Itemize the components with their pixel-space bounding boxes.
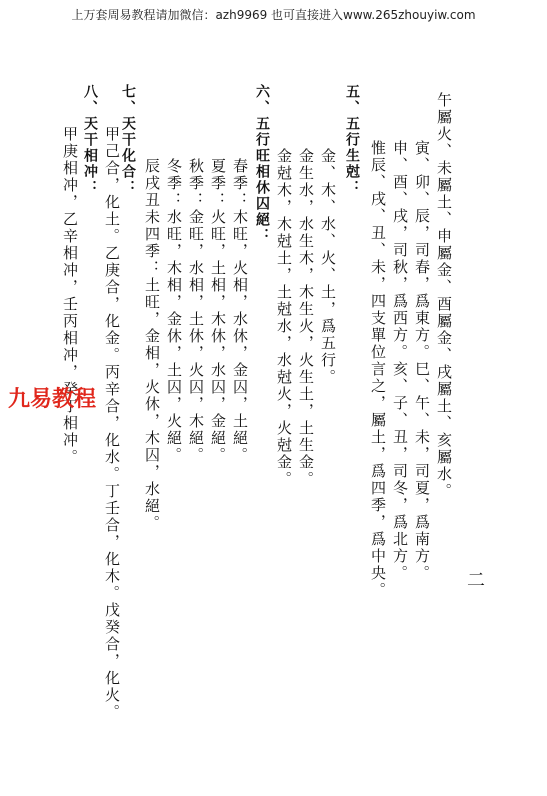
section-heading: 七、天干化合：: [120, 84, 136, 196]
text-column: 春季：木旺，火相，水休，金囚，土絕。: [231, 158, 249, 464]
text-column: 寅、卯、辰，司春，爲東方。巳、午、未，司夏，爲南方。: [413, 140, 431, 582]
site-banner: 上万套周易教程请加微信：azh9969 也可直接进入www.265zhouyiw.com: [71, 8, 476, 22]
text-column: 秋季：金旺，水相，土休，火囚，木絕。: [187, 158, 205, 464]
page-number: 二: [467, 570, 485, 591]
watermark-logo: 九易教程: [8, 387, 97, 412]
text-column: 夏季：火旺，土相，木休，水囚，金絕。: [209, 158, 227, 464]
text-column: 惟辰、戌、丑、未，四支單位言之，屬土，爲四季，爲中央。: [369, 140, 387, 599]
text-column: 金、木、水、火、土，爲五行。: [319, 148, 337, 386]
text-column: 辰戌丑未四季：土旺，金相，火休，木囚，水絕。: [143, 158, 161, 532]
section-heading: 五、五行生尅：: [344, 84, 360, 196]
section-heading: 八、天干相冲：: [82, 84, 98, 196]
text-column: 甲庚相冲，乙辛相冲，壬丙相冲，癸丁相冲。: [61, 126, 79, 466]
text-column: 午屬火、未屬土、申屬金、酉屬金、戌屬土、亥屬水。: [435, 92, 453, 500]
text-column: 甲己合，化土。乙庚合，化金。丙辛合，化水。丁壬合，化木。戊癸合，化火。: [103, 126, 121, 721]
section-heading: 六、五行旺相休囚絕：: [254, 84, 270, 244]
text-column: 冬季：水旺，木相，金休，土囚，火絕。: [165, 158, 183, 464]
text-column: 金尅木，木尅土，土尅水，水尅火，火尅金。: [275, 148, 293, 488]
text-column: 申、酉、戌，司秋，爲西方。亥、子、丑，司冬，爲北方。: [391, 140, 409, 582]
text-column: 金生水，水生木，木生火，火生土，土生金。: [297, 148, 315, 488]
